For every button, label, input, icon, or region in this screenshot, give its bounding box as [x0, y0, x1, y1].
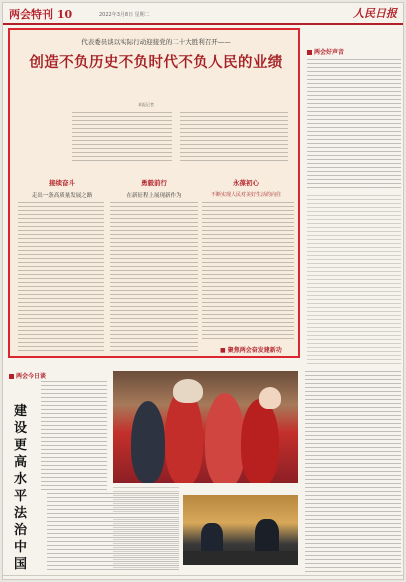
column-3-title: 永葆初心: [233, 179, 259, 187]
lower-section-head-label: 两会今日谈: [16, 373, 47, 380]
intro-text-left: [72, 112, 172, 164]
delegates-photo: [113, 371, 298, 483]
commentary-title: 建设更高水平法治中国: [14, 404, 28, 572]
sidebar-text-1: [307, 59, 401, 189]
newspaper-logo: 人民日报: [353, 7, 397, 20]
column-3-text: [202, 202, 294, 340]
feature-article[interactable]: [8, 28, 300, 358]
column-1-subtitle: 走出一条高质量发展之路: [31, 193, 93, 199]
section-marker-icon: [9, 374, 14, 379]
column-3-subtitle: 不断实现人民对美好生活的向往: [210, 192, 281, 198]
sidebar-text-2: [307, 195, 401, 365]
section-marker-icon: [307, 50, 312, 55]
column-2-subtitle: 在新征程上展现新作为: [126, 193, 182, 199]
page-footer: [3, 575, 404, 579]
masthead: [3, 3, 404, 25]
section-title: 两会特刊 10: [9, 8, 73, 21]
article-headline: 创造不负历史不负时代不负人民的业绩: [29, 54, 283, 71]
column-2-text: [110, 202, 198, 352]
column-2-title: 勇毅前行: [141, 179, 167, 187]
photo-caption-2: [113, 519, 179, 569]
lower-column-1-text: [41, 381, 107, 491]
column-1-title: 接续奋斗: [49, 179, 75, 187]
article-kicker: 代表委员谈以实际行动迎接党的二十大胜利召开——: [81, 38, 231, 46]
issue-date: 2022年3月8日 星期二: [99, 12, 150, 18]
sidebar-heading-1-label: 两会好声音: [314, 49, 345, 56]
article-endnote: ■ 聚焦两会奋发建新功: [220, 347, 282, 354]
sidebar-heading-1: [307, 47, 344, 56]
lower-section-head: [9, 371, 46, 380]
column-1-text: [18, 202, 104, 352]
right-column-text: [305, 371, 401, 575]
article-byline: 本报记者: [138, 102, 154, 107]
newspaper-page: [2, 2, 404, 580]
intro-text-right: [180, 112, 288, 164]
meeting-photo: [183, 495, 298, 565]
photo-caption-1: [113, 487, 179, 515]
